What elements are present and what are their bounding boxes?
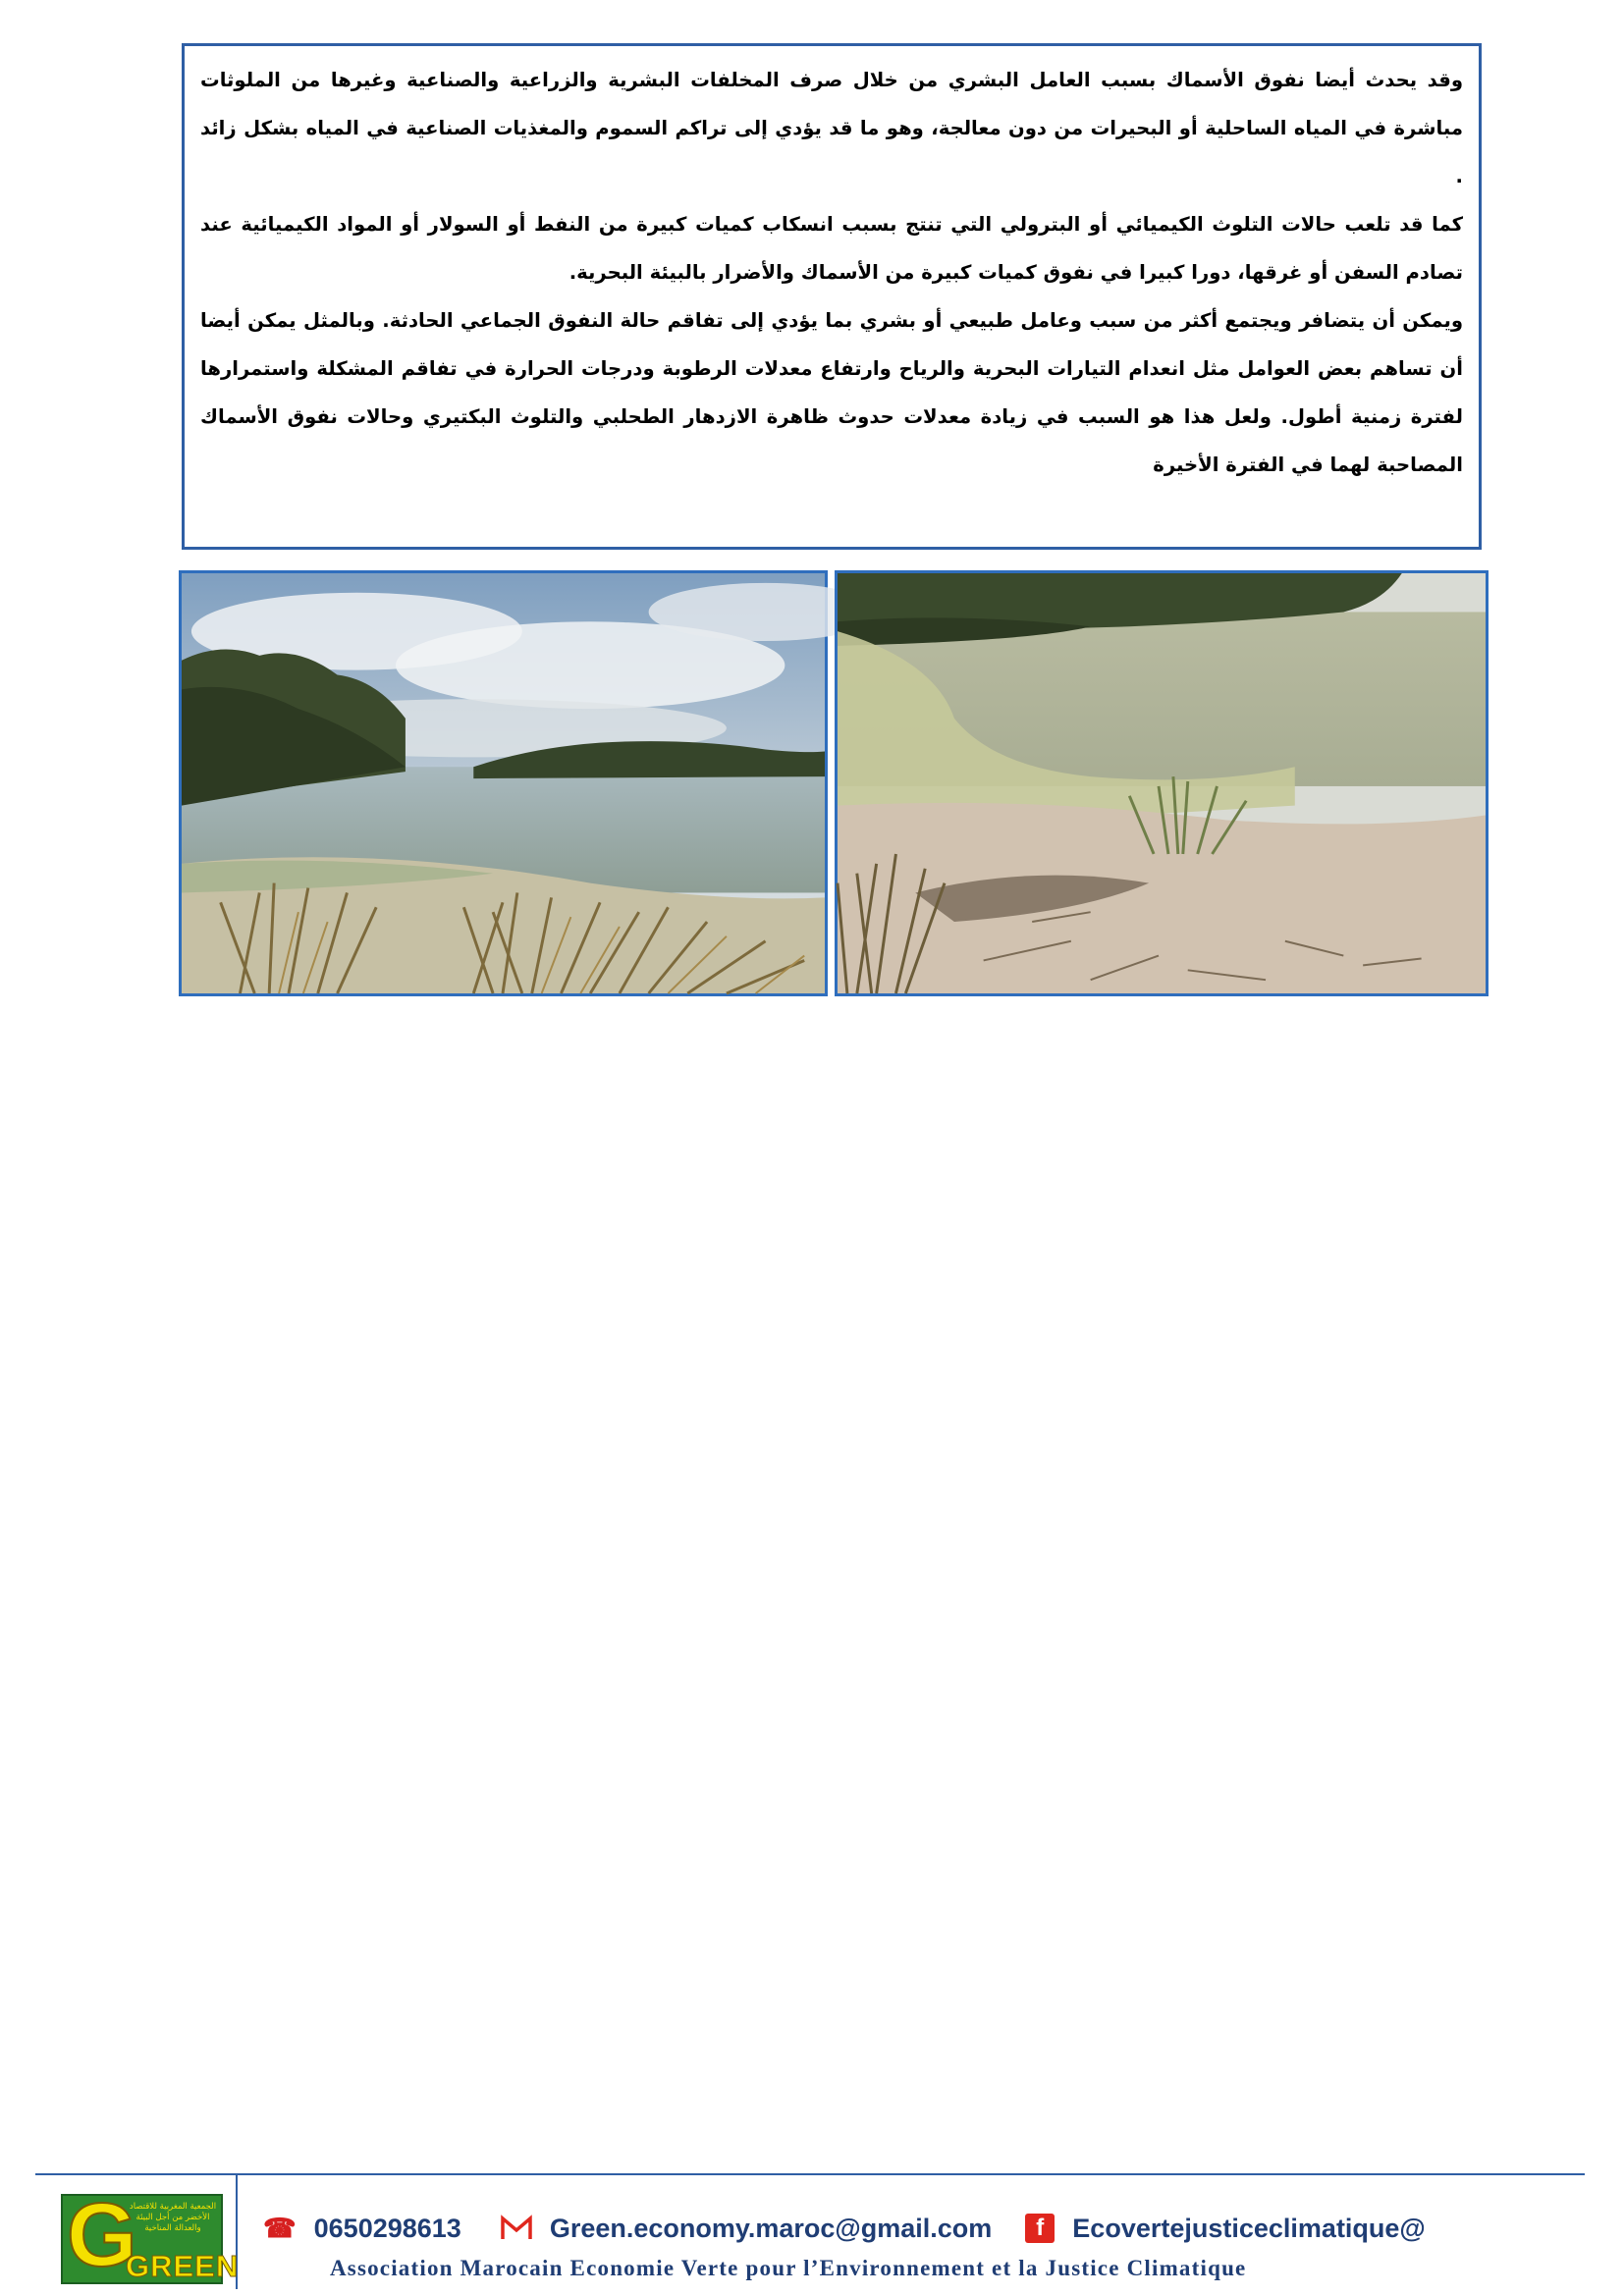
phone-number: 0650298613 xyxy=(313,2213,461,2243)
article-text-box xyxy=(182,43,1482,550)
facebook-icon: f xyxy=(1025,2214,1055,2243)
mail-icon xyxy=(501,2216,532,2241)
article-paragraph: وقد يحدث أيضا نفوق الأسماك بسبب العامل البشري من خلال صرف المخلفات البشرية والزراعية والصناعية وغيرها من الملوثات مباشرة في المياه الساحلية أو البحيرات من دون معالجة، وهو ما قد يؤدي إلى تراكم السموم والمغذيات الصناعية في المياه بشكل زائد . xyxy=(200,69,1463,187)
phone-icon: ☎ xyxy=(263,2213,297,2243)
association-name: Association Marocain Economie Verte pour l’Environnement et la Justice Climatique xyxy=(330,2256,1247,2280)
footer-rule xyxy=(35,2173,1585,2175)
email-address[interactable]: Green.economy.maroc@gmail.com xyxy=(549,2213,993,2243)
lagoon-photo-left xyxy=(179,570,828,996)
facebook-handle[interactable]: Ecovertejusticeclimatique@ xyxy=(1072,2213,1426,2243)
logo-wordmark: GREEN xyxy=(126,2249,240,2283)
lagoon-photo-right xyxy=(835,570,1489,996)
logo-arabic-text: الجمعية المغربية للاقتصاد الأخضر من أجل البيئة والعدالة المناخية xyxy=(129,2202,217,2233)
article-paragraph: كما قد تلعب حالات التلوث الكيميائي أو البترولي التي تنتج بسبب انسكاب كميات كبيرة من النفط أو السولار أو المواد الكيميائية عند تصادم السفن أو غرقها، دورا كبيرا في نفوق كميات كبيرة من الأسماك والأضرار بالبيئة البحرية. xyxy=(200,213,1463,284)
article-paragraph: ويمكن أن يتضافر ويجتمع أكثر من سبب وعامل طبيعي أو بشري بما يؤدي إلى تفاقم حالة النفوق الجماعي الحادثة. وبالمثل يمكن أيضا أن تساهم بعض العوامل مثل انعدام التيارات البحرية والرياح وارتفاع معدلات الرطوبة ودرجات الحرارة في تفاقم المشكلة واستمرارها لفترة زمنية أطول. ولعل هذا هو السبب في زيادة معدلات حدوث ظاهرة الازدهار الطحلبي والتلوث البكتيري وحالات نفوق الأسماك المصاحبة لهما في الفترة الأخيرة xyxy=(200,309,1463,476)
contact-row xyxy=(263,2207,1540,2250)
green-logo: G الجمعية المغربية للاقتصاد الأخضر من أجل البيئة والعدالة المناخية GREEN xyxy=(61,2194,223,2284)
